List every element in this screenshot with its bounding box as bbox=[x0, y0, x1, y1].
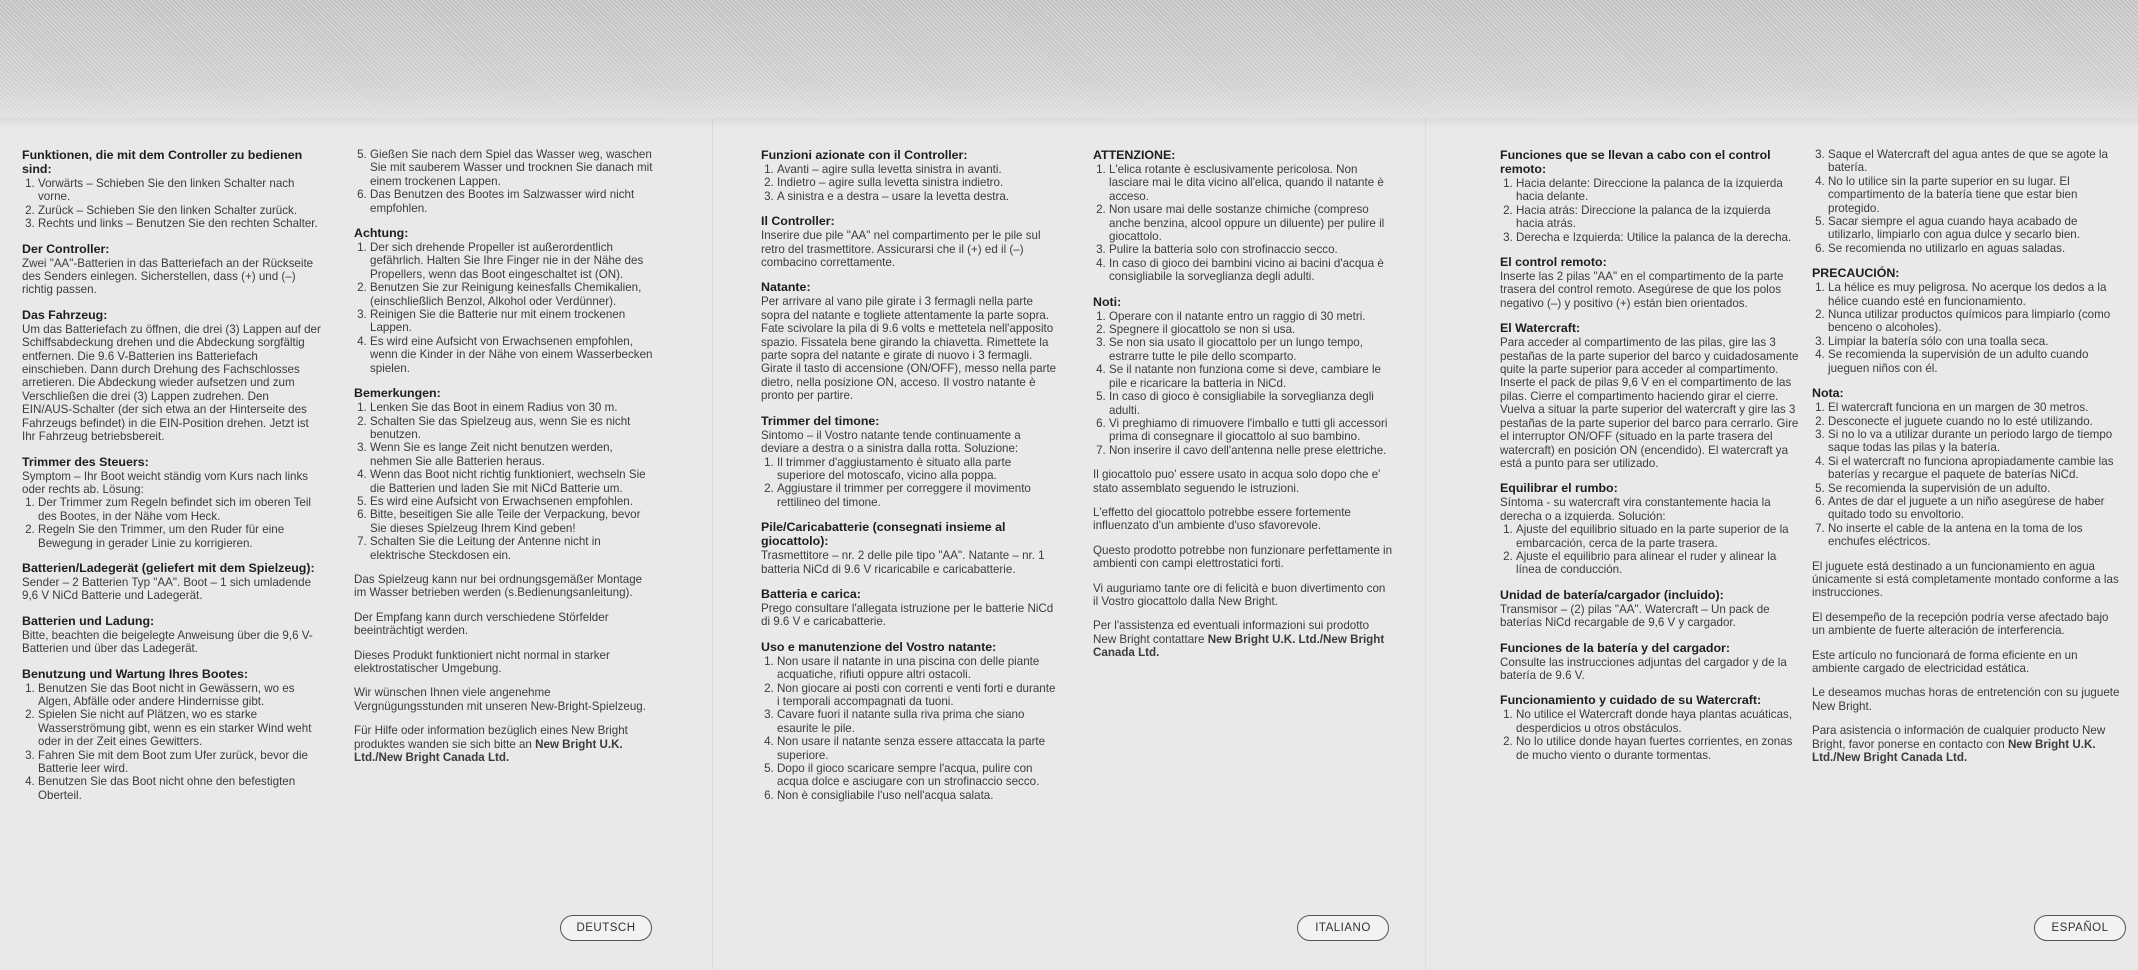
deutsch-column-right bbox=[354, 148, 654, 775]
section bbox=[761, 214, 1061, 269]
numbered-list bbox=[1812, 148, 2122, 255]
numbered-list bbox=[761, 456, 1061, 510]
list-item: 4. Si el watercraft no funciona apropiadamente cambie las baterías y recargue el paquete de baterías NiCd. bbox=[1828, 455, 2122, 482]
paragraph bbox=[1093, 619, 1393, 659]
list-item: 3. A sinistra e a destra – usare la levetta destra. bbox=[777, 190, 1061, 203]
paragraph: Sender – 2 Batterien Typ "AA". Boot – 1 sich umladende 9,6 V NiCd Batterie und Ladegerät. bbox=[22, 575, 312, 603]
list-item: 2. Regeln Sie den Trimmer, um den Ruder für eine Bewegung in gerader Linie zu korrigieren. bbox=[38, 523, 322, 550]
section bbox=[22, 667, 322, 803]
paragraph: Consulte las instrucciones adjuntas del cargador y de la batería de 9.6 V. bbox=[1500, 655, 1787, 682]
company-name: New Bright U.K. Ltd./New Bright Canada Ltd. bbox=[1093, 632, 1385, 660]
list-item: 2. Hacia atrás: Direccione la palanca de la izquierda hacia atrás. bbox=[1516, 204, 1800, 231]
list-item: 6. Se recomienda no utilizarlo en aguas saladas. bbox=[1828, 242, 2122, 255]
list-item: 4. No lo utilice sin la parte superior en su lugar. El compartimento de la batería tiene que estar bien protegido. bbox=[1828, 175, 2122, 215]
list-item: 3. Cavare fuori il natante sulla riva prima che siano esaurite le pile. bbox=[777, 708, 1061, 735]
section-heading: Funcionamiento y cuidado de su Watercraft: bbox=[1500, 693, 1762, 708]
section-heading: Funzioni azionate con il Controller: bbox=[761, 148, 968, 162]
section-heading: Trimmer des Steuers: bbox=[22, 454, 149, 469]
section-heading: Benutzung und Wartung Ihres Bootes: bbox=[22, 666, 248, 681]
list-item: 1. Der Trimmer zum Regeln befindet sich im oberen Teil des Bootes, in der Nähe vom Heck. bbox=[38, 496, 322, 523]
list-item: 1. Non usare il natante in una piscina con delle piante acquatiche, rifiuti oppure altri ostacoli. bbox=[777, 655, 1061, 682]
section bbox=[1093, 582, 1393, 609]
section bbox=[354, 724, 654, 764]
paragraph-text: Para asistencia o información de cualquier producto New Bright, favor ponerse en contacto con bbox=[1812, 724, 2106, 751]
numbered-list bbox=[354, 148, 654, 215]
section-heading: Batterien/Ladegerät (geliefert mit dem Spielzeug): bbox=[22, 560, 315, 575]
list-item: 1. El watercraft funciona en un margen de 30 metros. bbox=[1828, 401, 2122, 414]
top-gray-band bbox=[0, 0, 2138, 118]
paragraph: Trasmettitore – nr. 2 delle pile tipo "AA". Natante – nr. 1 batteria NiCd di 9.6 V ricaricabile e caricabatterie. bbox=[761, 549, 1045, 576]
list-item: 3. Pulire la batteria solo con strofinaccio secco. bbox=[1109, 243, 1393, 256]
section bbox=[354, 148, 654, 215]
numbered-list bbox=[1812, 281, 2122, 375]
paragraph: Vi auguriamo tante ore di felicità e buon divertimento con il Vostro giocattolo dalla New Bright. bbox=[1093, 581, 1386, 608]
section bbox=[354, 386, 654, 562]
paragraph: El desempeño de la recepción podría verse afectado bajo un ambiente de fuerte alteración de interferencia. bbox=[1812, 610, 2109, 638]
list-item: 4. Se recomienda la supervisión de un adulto cuando jueguen niños con él. bbox=[1828, 348, 2122, 375]
list-item: 2. Ajuste el equilibrio para alinear el ruder y alinear la línea de conducción. bbox=[1516, 550, 1800, 577]
list-item: 4. In caso di gioco dei bambini vicino ai bacini d'acqua è consigliabile la sorveglianza degli adulti. bbox=[1109, 257, 1393, 284]
list-item: 3. Fahren Sie mit dem Boot zum Ufer zurück, bevor die Batterie leer wird. bbox=[38, 749, 322, 776]
list-item: 4. Non usare il natante senza essere attaccata la parte superiore. bbox=[777, 735, 1061, 762]
paragraph: Inserire due pile "AA" nel compartimento per le pile sul retro del trasmettitore. Assicurarsi che il (+) ed il (–) combacino correttamente. bbox=[761, 229, 1041, 270]
list-item: 5. Es wird eine Aufsicht von Erwachsenen empfohlen. bbox=[370, 495, 654, 508]
section bbox=[1500, 481, 1800, 576]
list-item: 3. Rechts und links – Benutzen Sie den rechten Schalter. bbox=[38, 217, 322, 230]
list-item: 1. Operare con il natante entro un raggio di 30 metri. bbox=[1109, 310, 1393, 323]
section bbox=[1812, 686, 2122, 713]
list-item: 1. L'elica rotante è esclusivamente pericolosa. Non lasciare mai le dita vicino all'elica, quando il natante è acceso. bbox=[1109, 163, 1393, 203]
section bbox=[1812, 649, 2122, 676]
numbered-list bbox=[761, 655, 1061, 802]
section bbox=[1812, 560, 2122, 600]
list-item: 2. Non giocare ai posti con correnti e venti forti e durante i temporali accompagnati da tuoni. bbox=[777, 682, 1061, 709]
section-heading: El control remoto: bbox=[1500, 255, 1607, 270]
paragraph: Il giocattolo puo' essere usato in acqua solo dopo che e' stato assemblato seguendo le istruzioni. bbox=[1093, 468, 1381, 495]
list-item: 5. In caso di gioco è consigliabile la sorveglianza degli adulti. bbox=[1109, 390, 1393, 417]
section-heading: ATTENZIONE: bbox=[1093, 148, 1176, 162]
section bbox=[1093, 295, 1393, 457]
paragraph: Wir wünschen Ihnen viele angenehme Vergnügungsstunden mit unseren New-Bright-Spielzeug. bbox=[354, 686, 646, 713]
section bbox=[22, 455, 322, 550]
list-item: 2. No lo utilice donde hayan fuertes corrientes, en zonas de mucho viento o durante tormentas. bbox=[1516, 735, 1800, 762]
section bbox=[1812, 386, 2122, 548]
section-heading: Batterien und Ladung: bbox=[22, 613, 155, 628]
espanol-column-right bbox=[1812, 148, 2122, 775]
italiano-column-right bbox=[1093, 148, 1393, 671]
section-heading: Batteria e carica: bbox=[761, 586, 861, 601]
section bbox=[1093, 506, 1393, 533]
section bbox=[22, 242, 322, 297]
list-item: 2. Zurück – Schieben Sie den linken Schalter zurück. bbox=[38, 204, 322, 217]
paragraph bbox=[354, 724, 654, 764]
language-badge-espanol: ESPAÑOL bbox=[2034, 915, 2126, 941]
list-item: 1. Hacia delante: Direccione la palanca de la izquierda hacia delante. bbox=[1516, 177, 1800, 204]
section-heading: Equilibrar el rumbo: bbox=[1500, 481, 1618, 496]
list-item: 1. La hélice es muy peligrosa. No acerque los dedos a la hélice cuando esté en funcionamiento. bbox=[1828, 281, 2122, 308]
list-item: 5. Dopo il gioco scaricare sempre l'acqua, pulire con acqua dolce e asciugare con un strofinaccio secco. bbox=[777, 762, 1061, 789]
paragraph: Bitte, beachten die beigelegte Anweisung über die 9,6 V-Batterien und über das Ladegerät. bbox=[22, 628, 313, 656]
section bbox=[1500, 148, 1800, 244]
paragraph: Um das Batteriefach zu öffnen, die drei (3) Lappen auf der Schiffsabdeckung drehen und die Abdeckung sorgfältig entfernen. Die 9.6 V-Batterien ins Batteriefach einschieben. Dann durch Drehung des Fachschlosses arretieren. Die Abdeckung wieder aufsetzen und zum Verschließen die drei (3) Lappen zudrehen. Den EIN/AUS-Schalter (der sich etwa an der Hinterseite des Fahrzeugs befindet) in die EIN-Position drehen. Jetzt ist Ihr Fahrzeug betriebsbereit. bbox=[22, 322, 321, 444]
section-heading: Natante: bbox=[761, 280, 811, 295]
list-item: 1. Benutzen Sie das Boot nicht in Gewässern, wo es Algen, Abfälle oder andere Hindernisse gibt. bbox=[38, 682, 322, 709]
list-item: 2. Spegnere il giocattolo se non si usa. bbox=[1109, 323, 1393, 336]
list-item: 3. Limpiar la batería sólo con una toalla seca. bbox=[1828, 335, 2122, 348]
numbered-list bbox=[22, 496, 322, 550]
list-item: 3. Si no lo va a utilizar durante un periodo largo de tiempo saque todas las pilas y la batería. bbox=[1828, 428, 2122, 455]
numbered-list bbox=[1500, 708, 1800, 762]
list-item: 3. Reinigen Sie die Batterie nur mit einem trockenen Lappen. bbox=[370, 308, 654, 335]
section-heading: El Watercraft: bbox=[1500, 321, 1581, 336]
numbered-list bbox=[1500, 177, 1800, 244]
list-item: 2. Aggiustare il trimmer per correggere il movimento rettilineo del timone. bbox=[777, 482, 1061, 509]
paragraph: El juguete está destinado a un funcionamiento en agua únicamente si está completamente montado conforme a las instrucciones. bbox=[1812, 559, 2119, 600]
list-item: 4. Benutzen Sie das Boot nicht ohne den befestigten Oberteil. bbox=[38, 775, 322, 802]
section bbox=[1500, 255, 1800, 310]
numbered-list bbox=[22, 177, 322, 231]
section bbox=[1812, 266, 2122, 375]
band-shadow bbox=[0, 118, 2138, 128]
numbered-list bbox=[1500, 523, 1800, 577]
deutsch-column-left bbox=[22, 148, 322, 813]
list-item: 2. Nunca utilizar productos químicos para limpiarlo (como benceno o alcoholes). bbox=[1828, 308, 2122, 335]
list-item: 5. Se recomienda la supervisión de un adulto. bbox=[1828, 482, 2122, 495]
section bbox=[761, 148, 1061, 203]
list-item: 6. Non è consigliabile l'uso nell'acqua salata. bbox=[777, 789, 1061, 802]
section bbox=[1093, 619, 1393, 659]
list-item: 1. Il trimmer d'aggiustamento è situato alla parte superiore del motoscafo, vicino alla poppa. bbox=[777, 456, 1061, 483]
list-item: 5. Sacar siempre el agua cuando haya acabado de utilizarlo, limpiarlo con agua dulce y secarlo bien. bbox=[1828, 215, 2122, 242]
paragraph: Este artículo no funcionará de forma eficiente en un ambiente cargado de electricidad estática. bbox=[1812, 648, 2078, 675]
language-badge-deutsch: DEUTSCH bbox=[560, 915, 652, 941]
section-heading: Der Controller: bbox=[22, 241, 110, 256]
list-item: 3. Se non sia usato il giocattolo per un lungo tempo, estrarre tutte le pile dello scomparto. bbox=[1109, 336, 1393, 363]
section bbox=[354, 686, 654, 713]
section bbox=[1500, 641, 1800, 683]
company-name: New Bright U.K. Ltd./New Bright Canada Ltd. bbox=[1812, 737, 2096, 765]
list-item: 6. Das Benutzen des Bootes im Salzwasser wird nicht empfohlen. bbox=[370, 188, 654, 215]
numbered-list bbox=[1093, 310, 1393, 457]
section-heading: Bemerkungen: bbox=[354, 386, 441, 401]
section bbox=[1812, 724, 2122, 764]
section bbox=[22, 561, 322, 603]
paragraph: Le deseamos muchas horas de entretención con su juguete New Bright. bbox=[1812, 686, 2120, 713]
list-item: 1. Der sich drehende Propeller ist außerordentlich gefährlich. Halten Sie Ihre Finger nie in der Nähe des Propellers, wenn das Boot eingeschaltet ist (ON). bbox=[370, 241, 654, 281]
section bbox=[354, 573, 654, 600]
paragraph: Para acceder al compartimento de las pilas, gire las 3 pestañas de la parte superior del barco y cuidadosamente quite la parte superior para acceder al compartimento. Inserte el pack de pilas 9,6 V en el compartimento de las pilas. Cierre el compartimento haciendo girar el cierre. Vuelva a situar la parte superior del watercraft y gire las 3 pestañas de la parte superior del barco para cerrarlo. Gire el interruptor ON/OFF (situado en la parte trasera del watercraft) en posición ON (encendido). El watercraft ya está a punto para ser utilizado. bbox=[1500, 336, 1799, 470]
paragraph: Inserte las 2 pilas "AA" en el compartimento de la parte trasera del control remoto. Asegúrese de que los polos negativo (–) y positivo (+) están bien orientados. bbox=[1500, 270, 1784, 310]
list-item: 6. Antes de dar el juguete a un niño asegúrese de haber quitado todo su envoltorio. bbox=[1828, 495, 2122, 522]
italiano-column-left bbox=[761, 148, 1061, 813]
paragraph: Transmisor – (2) pilas "AA". Watercraft – Un pack de baterías NiCd recargable de 9,6 V y cargador. bbox=[1500, 602, 1770, 630]
section bbox=[1500, 588, 1800, 630]
section bbox=[1812, 148, 2122, 255]
list-item: 4. Es wird eine Aufsicht von Erwachsenen empfohlen, wenn die Kinder in der Nähe von einem Wasserbecken spielen. bbox=[370, 335, 654, 375]
list-item: 6. Vi preghiamo di rimuovere l'imballo e tutti gli accessori prima di consegnare il giocattolo al suo bambino. bbox=[1109, 417, 1393, 444]
section-heading: Il Controller: bbox=[761, 214, 835, 229]
section bbox=[1500, 321, 1800, 470]
paragraph: Síntoma - su watercraft vira constantemente hacia la derecha o a izquierda. Solución: bbox=[1500, 496, 1771, 523]
list-item: 2. Non usare mai delle sostanze chimiche (compreso anche benzina, alcool oppure un diluente) per pulire il giocattolo. bbox=[1109, 203, 1393, 243]
section bbox=[22, 148, 322, 231]
paragraph: Das Spielzeug kann nur bei ordnungsgemäßer Montage im Wasser betrieben werden (s.Bedienungsanleitung). bbox=[354, 572, 643, 600]
section bbox=[1093, 148, 1393, 284]
paragraph: Prego consultare l'allegata istruzione per le batterie NiCd di 9.6 V e caricabatterie. bbox=[761, 601, 1054, 629]
fold-line-1 bbox=[712, 118, 713, 970]
numbered-list bbox=[1093, 163, 1393, 284]
numbered-list bbox=[22, 682, 322, 803]
list-item: 2. Schalten Sie das Spielzeug aus, wenn Sie es nicht benutzen. bbox=[370, 415, 654, 442]
list-item: 4. Wenn das Boot nicht richtig funktioniert, wechseln Sie die Batterien und laden Sie mit NiCd Batterie um. bbox=[370, 468, 654, 495]
section-heading: Unidad de batería/cargador (incluido): bbox=[1500, 587, 1724, 602]
list-item: 6. Bitte, beseitigen Sie alle Teile der Verpackung, bevor Sie dieses Spielzeug Ihrem Kind geben! bbox=[370, 508, 654, 535]
section bbox=[22, 614, 322, 656]
list-item: 2. Spielen Sie nicht auf Plätzen, wo es starke Wasserströmung gibt, wenn es ein starker Wind weht oder in der Zeit eines Gewitters. bbox=[38, 708, 322, 748]
section bbox=[1093, 468, 1393, 495]
paragraph: Der Empfang kann durch verschiedene Störfelder beeinträchtigt werden. bbox=[354, 610, 609, 638]
numbered-list bbox=[1812, 401, 2122, 548]
language-badge-italiano: ITALIANO bbox=[1297, 915, 1389, 941]
section-heading: Pile/Caricabatterie (consegnati insieme al giocattolo): bbox=[761, 520, 1006, 549]
list-item: 2. Benutzen Sie zur Reinigung keinesfalls Chemikalien, (einschließlich Benzol, Alkohol oder Verdünner). bbox=[370, 281, 654, 308]
list-item: 5. Gießen Sie nach dem Spiel das Wasser weg, waschen Sie mit sauberem Wasser und trocknen Sie danach mit einem trockenen Lappen. bbox=[370, 148, 654, 188]
section bbox=[761, 280, 1061, 402]
section-heading: Uso e manutenzione del Vostro natante: bbox=[761, 639, 997, 654]
list-item: 7. No inserte el cable de la antena en la toma de los enchufes eléctricos. bbox=[1828, 522, 2122, 549]
list-item: 1. No utilice el Watercraft donde haya plantas acuáticas, desperdicios u otros obstáculos. bbox=[1516, 708, 1800, 735]
list-item: 1. Lenken Sie das Boot in einem Radius von 30 m. bbox=[370, 401, 654, 414]
espanol-column-left bbox=[1500, 148, 1800, 773]
paragraph: L'effetto del giocattolo potrebbe essere fortemente influenzato d'un ambiente d'uso sfavorevole. bbox=[1093, 505, 1351, 533]
numbered-list bbox=[354, 241, 654, 375]
section bbox=[354, 649, 654, 676]
section bbox=[761, 520, 1061, 576]
paragraph: Sintomo – il Vostro natante tende continuamente a deviare a destra o a sinistra dalla rotta. Soluzione: bbox=[761, 428, 1021, 456]
list-item: 1. Ajuste del equilibrio situado en la parte superior de la embarcación, cerca de la parte trasera. bbox=[1516, 523, 1800, 550]
company-name: New Bright U.K. Ltd./New Bright Canada Ltd. bbox=[354, 737, 623, 765]
list-item: 4. Se il natante non funziona come si deve, cambiare le pile e ricaricare la batteria in NiCd. bbox=[1109, 363, 1393, 390]
section-heading: Nota: bbox=[1812, 386, 1844, 401]
section bbox=[761, 587, 1061, 629]
section bbox=[354, 226, 654, 375]
section bbox=[1093, 544, 1393, 571]
paragraph: Dieses Produkt funktioniert nicht normal in starker elektrostatischer Umgebung. bbox=[354, 648, 610, 675]
section-heading: PRECAUCIÓN: bbox=[1812, 266, 1900, 281]
paragraph: Questo prodotto potrebbe non funzionare perfettamente in ambienti con campi elettrostatici forti. bbox=[1093, 543, 1393, 571]
section bbox=[1500, 693, 1800, 762]
list-item: 3. Wenn Sie es lange Zeit nicht benutzen werden, nehmen Sie alle Batterien heraus. bbox=[370, 441, 654, 468]
list-item: 1. Vorwärts – Schieben Sie den linken Schalter nach vorne. bbox=[38, 177, 322, 204]
section bbox=[1812, 611, 2122, 638]
section bbox=[22, 308, 322, 444]
paragraph: Per arrivare al vano pile girate i 3 fermagli nella parte sopra del natante e togliete attentamente la parte sopra. Fate scivolare la pila di 9.6 volts e mettetela nell'apposito spazio. Fissatela bene girando la chiavetta. Rimettete la parte sopra del natante e girate di nuovo i 3 fermagli. Girate il tasto di accensione (ON/OFF), messo nella parte dietro, nella posizione ON, acceso. Il vostro natante è pronto per partire. bbox=[761, 295, 1057, 403]
list-item: 3. Derecha e Izquierda: Utilice la palanca de la derecha. bbox=[1516, 231, 1800, 244]
list-item: 7. Non inserire il cavo dell'antenna nelle prese elettriche. bbox=[1109, 444, 1393, 457]
section bbox=[761, 640, 1061, 802]
fold-line-2 bbox=[1425, 118, 1426, 970]
paragraph-text: Per l'assistenza ed eventuali informazioni sui prodotto New Bright contattare bbox=[1093, 619, 1370, 646]
list-item: 1. Avanti – agire sulla levetta sinistra in avanti. bbox=[777, 163, 1061, 176]
list-item: 3. Saque el Watercraft del agua antes de que se agote la batería. bbox=[1828, 148, 2122, 175]
section-heading: Noti: bbox=[1093, 294, 1122, 309]
numbered-list bbox=[761, 163, 1061, 203]
paragraph: Zwei "AA"-Batterien in das Batteriefach an der Rückseite des Senders einlegen. Sicherstellen, dass (+) und (–) richtig passen. bbox=[22, 256, 314, 297]
section-heading: Funciones de la batería y del cargador: bbox=[1500, 640, 1730, 655]
section bbox=[761, 414, 1061, 509]
paragraph: Symptom – Ihr Boot weicht ständig vom Kurs nach links oder rechts ab. Lösung: bbox=[22, 469, 309, 496]
list-item: 7. Schalten Sie die Leitung der Antenne nicht in elektrische Steckdosen ein. bbox=[370, 535, 654, 562]
paragraph-text: Für Hilfe oder information bezüglich eines New Bright produktes wanden sie sich bitte an bbox=[354, 724, 628, 751]
section bbox=[354, 611, 654, 638]
section-heading: Funktionen, die mit dem Controller zu bedienen sind: bbox=[22, 148, 303, 176]
list-item: 2. Indietro – agire sulla levetta sinistra indietro. bbox=[777, 176, 1061, 189]
section-heading: Trimmer del timone: bbox=[761, 413, 880, 428]
section-heading: Das Fahrzeug: bbox=[22, 307, 108, 322]
list-item: 2. Desconecte el juguete cuando no lo esté utilizando. bbox=[1828, 415, 2122, 428]
section-heading: Funciones que se llevan a cabo con el control remoto: bbox=[1500, 148, 1771, 176]
numbered-list bbox=[354, 401, 654, 562]
paragraph bbox=[1812, 724, 2122, 764]
section-heading: Achtung: bbox=[354, 226, 409, 241]
